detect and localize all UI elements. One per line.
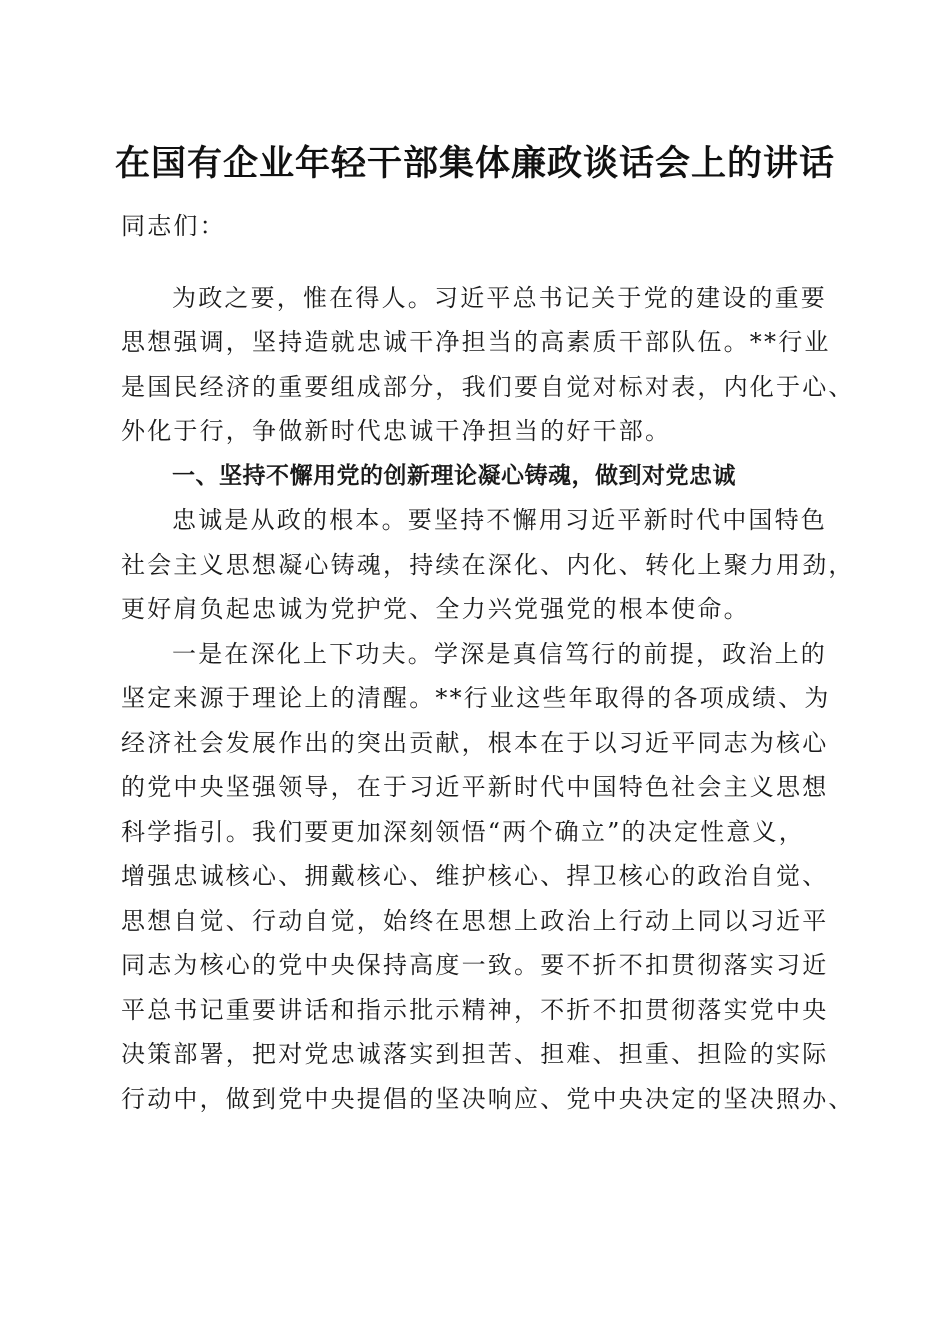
paragraph-3-line: 增强忠诚核心、拥戴核心、维护核心、捍卫核心的政治自觉、 (121, 862, 829, 890)
paragraph-3-line: 的党中央坚强领导，在于习近平新时代中国特色社会主义思想 (121, 773, 829, 801)
paragraph-3-line: 同志为核心的党中央保持高度一致。要不折不扣贯彻落实习近 (121, 951, 829, 979)
paragraph-1-line: 思想强调，坚持造就忠诚干净担当的高素质干部队伍。**行业 (121, 328, 831, 356)
paragraph-2-line: 忠诚是从政的根本。要坚持不懈用习近平新时代中国特色 (172, 506, 827, 534)
paragraph-3-line: 思想自觉、行动自觉，始终在思想上政治上行动上同以习近平 (121, 907, 829, 935)
paragraph-3-line: 行动中，做到党中央提倡的坚决响应、党中央决定的坚决照办、 (121, 1085, 855, 1113)
paragraph-3-line: 一是在深化上下功夫。学深是真信笃行的前提，政治上的 (172, 640, 827, 668)
paragraph-3-line: 经济社会发展作出的突出贡献，根本在于以习近平同志为核心 (121, 729, 829, 757)
paragraph-2-line: 更好肩负起忠诚为党护党、全力兴党强党的根本使命。 (121, 595, 750, 623)
paragraph-3-line: 平总书记重要讲话和指示批示精神，不折不扣贯彻落实党中央 (121, 996, 829, 1024)
paragraph-1-line: 外化于行，争做新时代忠诚干净担当的好干部。 (121, 417, 672, 445)
paragraph-1-line: 为政之要，惟在得人。习近平总书记关于党的建设的重要 (172, 284, 827, 312)
paragraph-3-line: 坚定来源于理论上的清醒。**行业这些年取得的各项成绩、为 (121, 684, 831, 712)
document-title: 在国有企业年轻干部集体廉政谈话会上的讲话 (114, 143, 835, 184)
salutation: 同志们： (121, 212, 226, 240)
paragraph-3-line: 科学指引。我们要更加深刻领悟“两个确立”的决定性意义， (121, 818, 805, 846)
paragraph-3-line: 决策部署，把对党忠诚落实到担苦、担难、担重、担险的实际 (121, 1040, 829, 1068)
paragraph-1-line: 是国民经济的重要组成部分，我们要自觉对标对表，内化于心、 (121, 373, 855, 401)
paragraph-2-line: 社会主义思想凝心铸魂，持续在深化、内化、转化上聚力用劲， (121, 551, 855, 579)
section-heading-1: 一、坚持不懈用党的创新理论凝心铸魂，做到对党忠诚 (172, 463, 736, 489)
